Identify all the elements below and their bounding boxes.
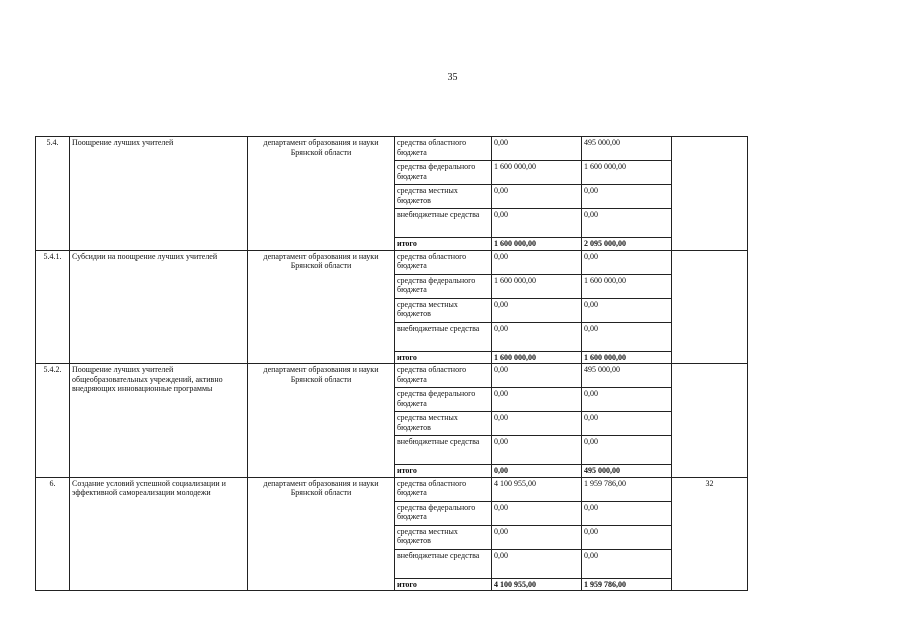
responsible-department: департамент образования и науки Брянской области <box>248 477 395 591</box>
amount-value-2: 1 600 000,00 <box>582 351 672 364</box>
funding-source: средства местных бюджетов <box>395 412 492 436</box>
indicator-reference <box>672 364 748 478</box>
amount-value-2: 1 959 786,00 <box>582 477 672 501</box>
funding-source: средства областного бюджета <box>395 250 492 274</box>
amount-value-1: 0,00 <box>492 209 582 238</box>
amount-value-1: 0,00 <box>492 250 582 274</box>
amount-value-1: 0,00 <box>492 412 582 436</box>
amount-value-1: 0,00 <box>492 185 582 209</box>
amount-value-2: 495 000,00 <box>582 137 672 161</box>
amount-value-1: 0,00 <box>492 298 582 322</box>
amount-value-2: 0,00 <box>582 185 672 209</box>
indicator-reference <box>672 250 748 364</box>
amount-value-1: 0,00 <box>492 364 582 388</box>
amount-value-2: 0,00 <box>582 209 672 238</box>
amount-value-2: 2 095 000,00 <box>582 238 672 251</box>
amount-value-2: 0,00 <box>582 388 672 412</box>
item-number: 6. <box>36 477 70 591</box>
amount-value-2: 1 600 000,00 <box>582 274 672 298</box>
funding-source: средства местных бюджетов <box>395 525 492 549</box>
amount-value-2: 0,00 <box>582 250 672 274</box>
indicator-reference <box>672 137 748 251</box>
amount-value-2: 1 959 786,00 <box>582 578 672 591</box>
amount-value-1: 1 600 000,00 <box>492 351 582 364</box>
amount-value-2: 0,00 <box>582 412 672 436</box>
funding-source: внебюджетные средства <box>395 209 492 238</box>
funding-source: средства местных бюджетов <box>395 185 492 209</box>
responsible-department: департамент образования и науки Брянской области <box>248 250 395 364</box>
responsible-department: департамент образования и науки Брянской области <box>248 364 395 478</box>
amount-value-1: 1 600 000,00 <box>492 238 582 251</box>
table-row <box>36 137 748 161</box>
item-name: Создание условий успешной социализации и эффективной самореализации молодежи <box>70 477 248 591</box>
amount-value-1: 0,00 <box>492 525 582 549</box>
responsible-department: департамент образования и науки Брянской области <box>248 137 395 251</box>
amount-value-1: 0,00 <box>492 465 582 478</box>
funding-source: средства областного бюджета <box>395 364 492 388</box>
funding-source: внебюджетные средства <box>395 436 492 465</box>
funding-source: средства федерального бюджета <box>395 501 492 525</box>
amount-value-1: 0,00 <box>492 549 582 578</box>
amount-value-2: 0,00 <box>582 322 672 351</box>
amount-value-1: 0,00 <box>492 137 582 161</box>
funding-source: внебюджетные средства <box>395 322 492 351</box>
amount-value-1: 0,00 <box>492 322 582 351</box>
amount-value-2: 0,00 <box>582 298 672 322</box>
total-label: итого <box>395 465 492 478</box>
amount-value-2: 0,00 <box>582 436 672 465</box>
table-row <box>36 364 748 388</box>
item-name: Поощрение лучших учителей общеобразовательных учреждений, активно внедряющих инновационные программы <box>70 364 248 478</box>
item-name: Поощрение лучших учителей <box>70 137 248 251</box>
item-number: 5.4.2. <box>36 364 70 478</box>
total-label: итого <box>395 578 492 591</box>
amount-value-2: 0,00 <box>582 525 672 549</box>
total-label: итого <box>395 351 492 364</box>
amount-value-2: 1 600 000,00 <box>582 161 672 185</box>
amount-value-1: 4 100 955,00 <box>492 578 582 591</box>
item-name: Субсидии на поощрение лучших учителей <box>70 250 248 364</box>
amount-value-1: 1 600 000,00 <box>492 161 582 185</box>
amount-value-1: 4 100 955,00 <box>492 477 582 501</box>
budget-table-body <box>36 137 748 591</box>
amount-value-2: 495 000,00 <box>582 465 672 478</box>
funding-source: внебюджетные средства <box>395 549 492 578</box>
funding-source: средства местных бюджетов <box>395 298 492 322</box>
amount-value-1: 0,00 <box>492 436 582 465</box>
amount-value-2: 0,00 <box>582 549 672 578</box>
item-number: 5.4. <box>36 137 70 251</box>
indicator-reference: 32 <box>672 477 748 591</box>
table-row <box>36 250 748 274</box>
funding-source: средства федерального бюджета <box>395 161 492 185</box>
funding-source: средства областного бюджета <box>395 137 492 161</box>
funding-source: средства федерального бюджета <box>395 274 492 298</box>
amount-value-2: 0,00 <box>582 501 672 525</box>
amount-value-1: 0,00 <box>492 388 582 412</box>
budget-table <box>35 136 748 591</box>
amount-value-2: 495 000,00 <box>582 364 672 388</box>
page-number: 35 <box>447 72 458 83</box>
funding-source: средства федерального бюджета <box>395 388 492 412</box>
funding-source: средства областного бюджета <box>395 477 492 501</box>
table-row <box>36 477 748 501</box>
amount-value-1: 1 600 000,00 <box>492 274 582 298</box>
amount-value-1: 0,00 <box>492 501 582 525</box>
total-label: итого <box>395 238 492 251</box>
item-number: 5.4.1. <box>36 250 70 364</box>
